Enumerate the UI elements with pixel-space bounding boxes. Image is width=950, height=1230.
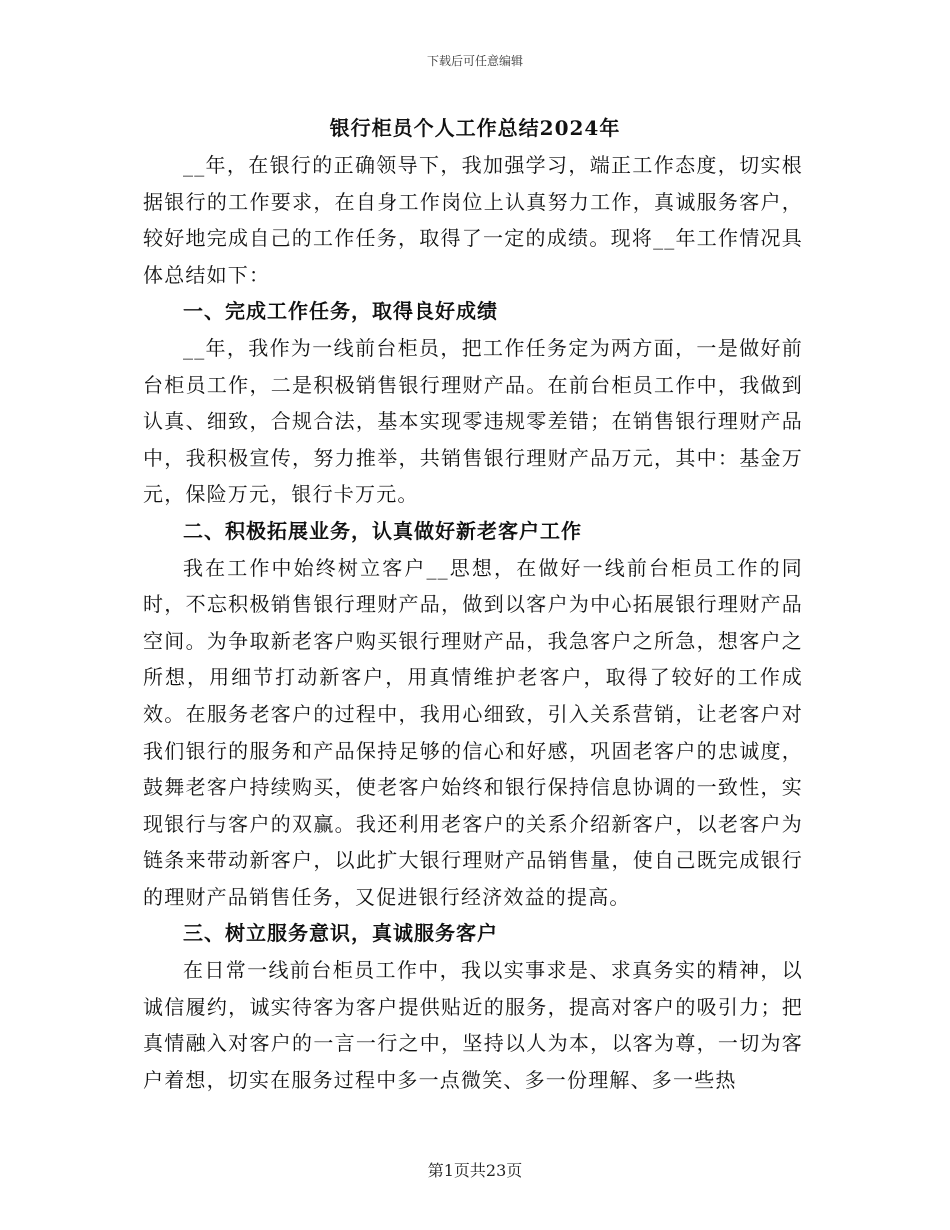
section-2-paragraph: 我在工作中始终树立客户__思想，在做好一线前台柜员工作的同时，不忘积极销售银行理财产品，做到以客户为中心拓展银行理财产品空间。为争取新老客户购买银行理财产品，我急客户之所急，想客户之所想，用细节打动新客户，用真情维护老客户，取得了较好的工作成效。在服务老客户的过程中，我用心细致，引入关系营销，让老客户对我们银行的服务和产品保持足够的信心和好感，巩固老客户的忠诚度，鼓舞老客户持续购买，使老客户始终和银行保持信息协调的一致性，实现银行与客户的双赢。我还利用老客户的关系介绍新客户，以老客户为链条来带动新客户，以此扩大银行理财产品销售量，使自己既完成银行的理财产品销售任务，又促进银行经济效益的提高。 [143, 555, 803, 909]
intro-paragraph: __年，在银行的正确领导下，我加强学习，端正工作态度，切实根据银行的工作要求，在自身工作岗位上认真努力工作，真诚服务客户，较好地完成自己的工作任务，取得了一定的成绩。现将__年工作情况具体总结如下： [143, 153, 803, 287]
document-title: 银行柜员个人工作总结2024年 [329, 116, 621, 140]
section-heading-3: 三、树立服务意识，真诚服务客户 [183, 921, 498, 946]
section-3-paragraph: 在日常一线前台柜员工作中，我以实事求是、求真务实的精神，以诚信履约，诚实待客为客户提供贴近的服务，提高对客户的吸引力；把真情融入对客户的一言一行之中，坚持以人为本，以客为尊，一切为客户着想，切实在服务过程中多一点微笑、多一份理解、多一些热 [143, 958, 803, 1092]
section-1-paragraph: __年，我作为一线前台柜员，把工作任务定为两方面，一是做好前台柜员工作，二是积极销售银行理财产品。在前台柜员工作中，我做到认真、细致，合规合法，基本实现零违规零差错；在销售银行理财产品中，我积极宣传，努力推举，共销售银行理财产品万元，其中：基金万元，保险万元，银行卡万元。 [143, 335, 803, 507]
document-body [143, 147, 803, 1098]
section-heading-1: 一、完成工作任务，取得良好成绩 [183, 299, 498, 324]
section-heading-2: 二、积极拓展业务，认真做好新老客户工作 [183, 518, 582, 543]
page-footer: 第1页共23页 [427, 1161, 523, 1180]
header-note: 下载后可任意编辑 [426, 54, 523, 68]
